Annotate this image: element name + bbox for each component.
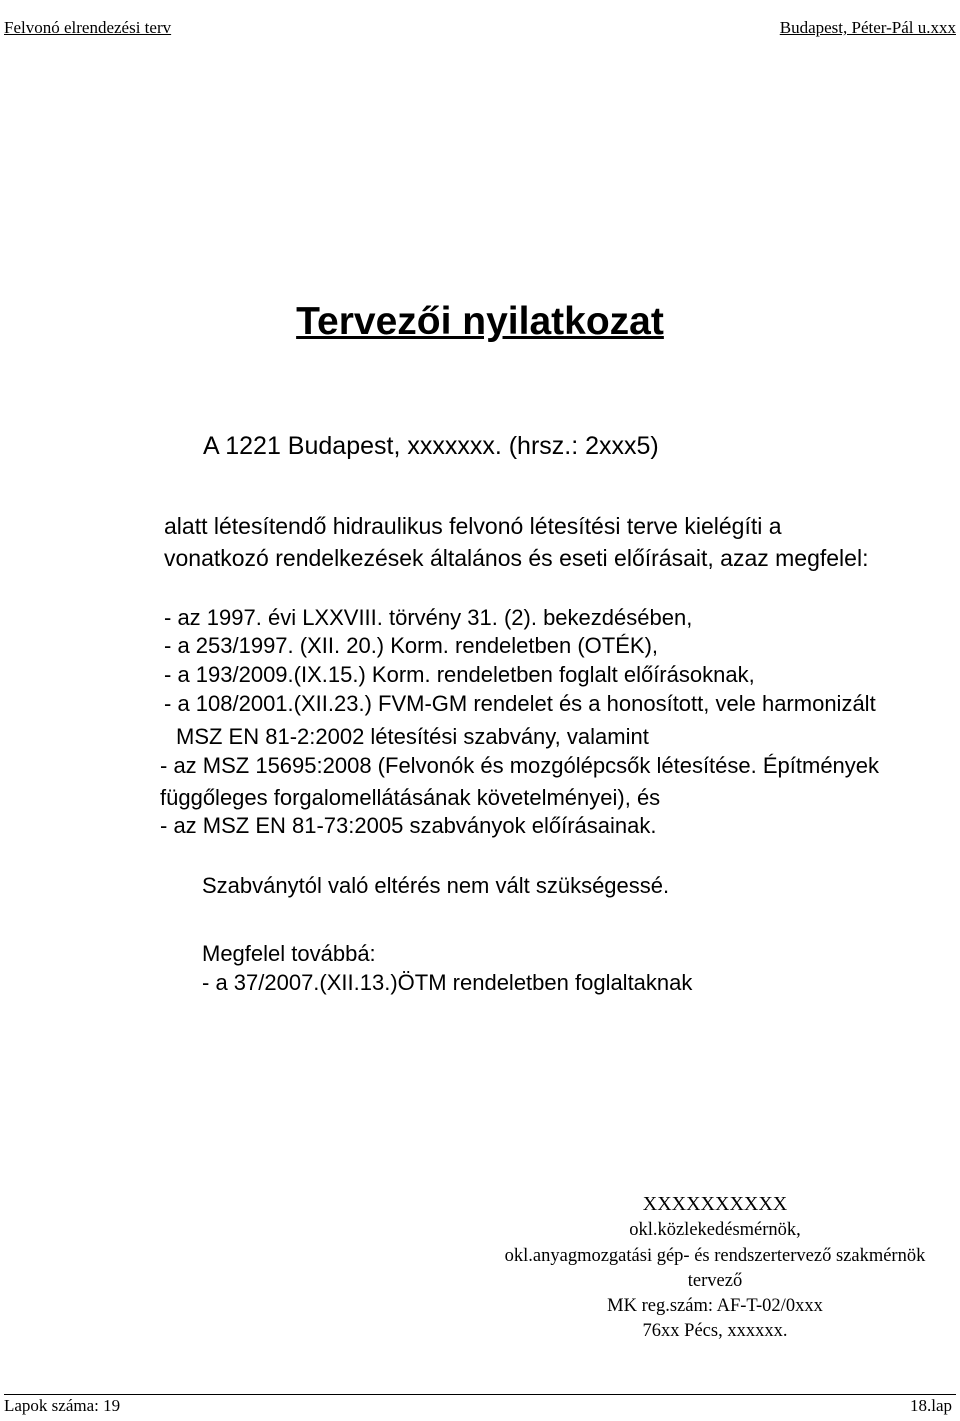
address-line: A 1221 Budapest, xxxxxxx. (hrsz.: 2xxx5) (203, 432, 659, 460)
no-deviation-note: Szabványtól való eltérés nem vált szükségessé. (202, 873, 670, 898)
intro-line-1: alatt létesítendő hidraulikus felvonó létesítési terve kielégíti a (164, 513, 782, 539)
header-project-title: Felvonó elrendezési terv (4, 18, 172, 37)
requirement-item: függőleges forgalomellátásának követelményei), és (160, 785, 661, 810)
signature-name: XXXXXXXXXX (642, 1193, 788, 1215)
footer-divider (4, 1394, 956, 1395)
requirement-item: - az 1997. évi LXXVIII. törvény 31. (2). bekezdésében, (164, 605, 693, 630)
signature-line: MK reg.szám: AF-T-02/0xxx (607, 1296, 823, 1316)
signature-line: 76xx Pécs, xxxxxx. (642, 1321, 788, 1341)
requirement-item: - a 253/1997. (XII. 20.) Korm. rendeletben (OTÉK), (164, 633, 659, 658)
also-compliant-label: Megfelel továbbá: (202, 941, 376, 966)
requirement-item: - az MSZ 15695:2008 (Felvonók és mozgólépcsők létesítése. Építmények (160, 753, 880, 778)
header-location: Budapest, Péter-Pál u.xxx (779, 18, 956, 37)
also-compliant-item: - a 37/2007.(XII.13.)ÖTM rendeletben foglaltaknak (202, 970, 693, 995)
requirement-item: - az MSZ EN 81-73:2005 szabványok előírásainak. (160, 813, 657, 838)
signature-line: okl.anyagmozgatási gép- és rendszertervező szakmérnök (504, 1246, 926, 1266)
requirement-item: - a 108/2001.(XII.23.) FVM-GM rendelet és a honosított, vele harmonizált (164, 691, 876, 716)
signature-line: okl.közlekedésmérnök, (629, 1220, 801, 1240)
requirement-item: - a 193/2009.(IX.15.) Korm. rendeletben foglalt előírásoknak, (164, 662, 755, 687)
intro-line-2: vonatkozó rendelkezések általános és eseti előírásait, azaz megfelel: (164, 545, 869, 571)
page-title: Tervezői nyilatkozat (296, 300, 664, 343)
requirement-item: MSZ EN 81-2:2002 létesítési szabvány, valamint (176, 724, 649, 749)
footer-page-count: Lapok száma: 19 (4, 1396, 121, 1415)
signature-line: tervező (687, 1271, 743, 1291)
footer-page-number: 18.lap (909, 1396, 952, 1415)
